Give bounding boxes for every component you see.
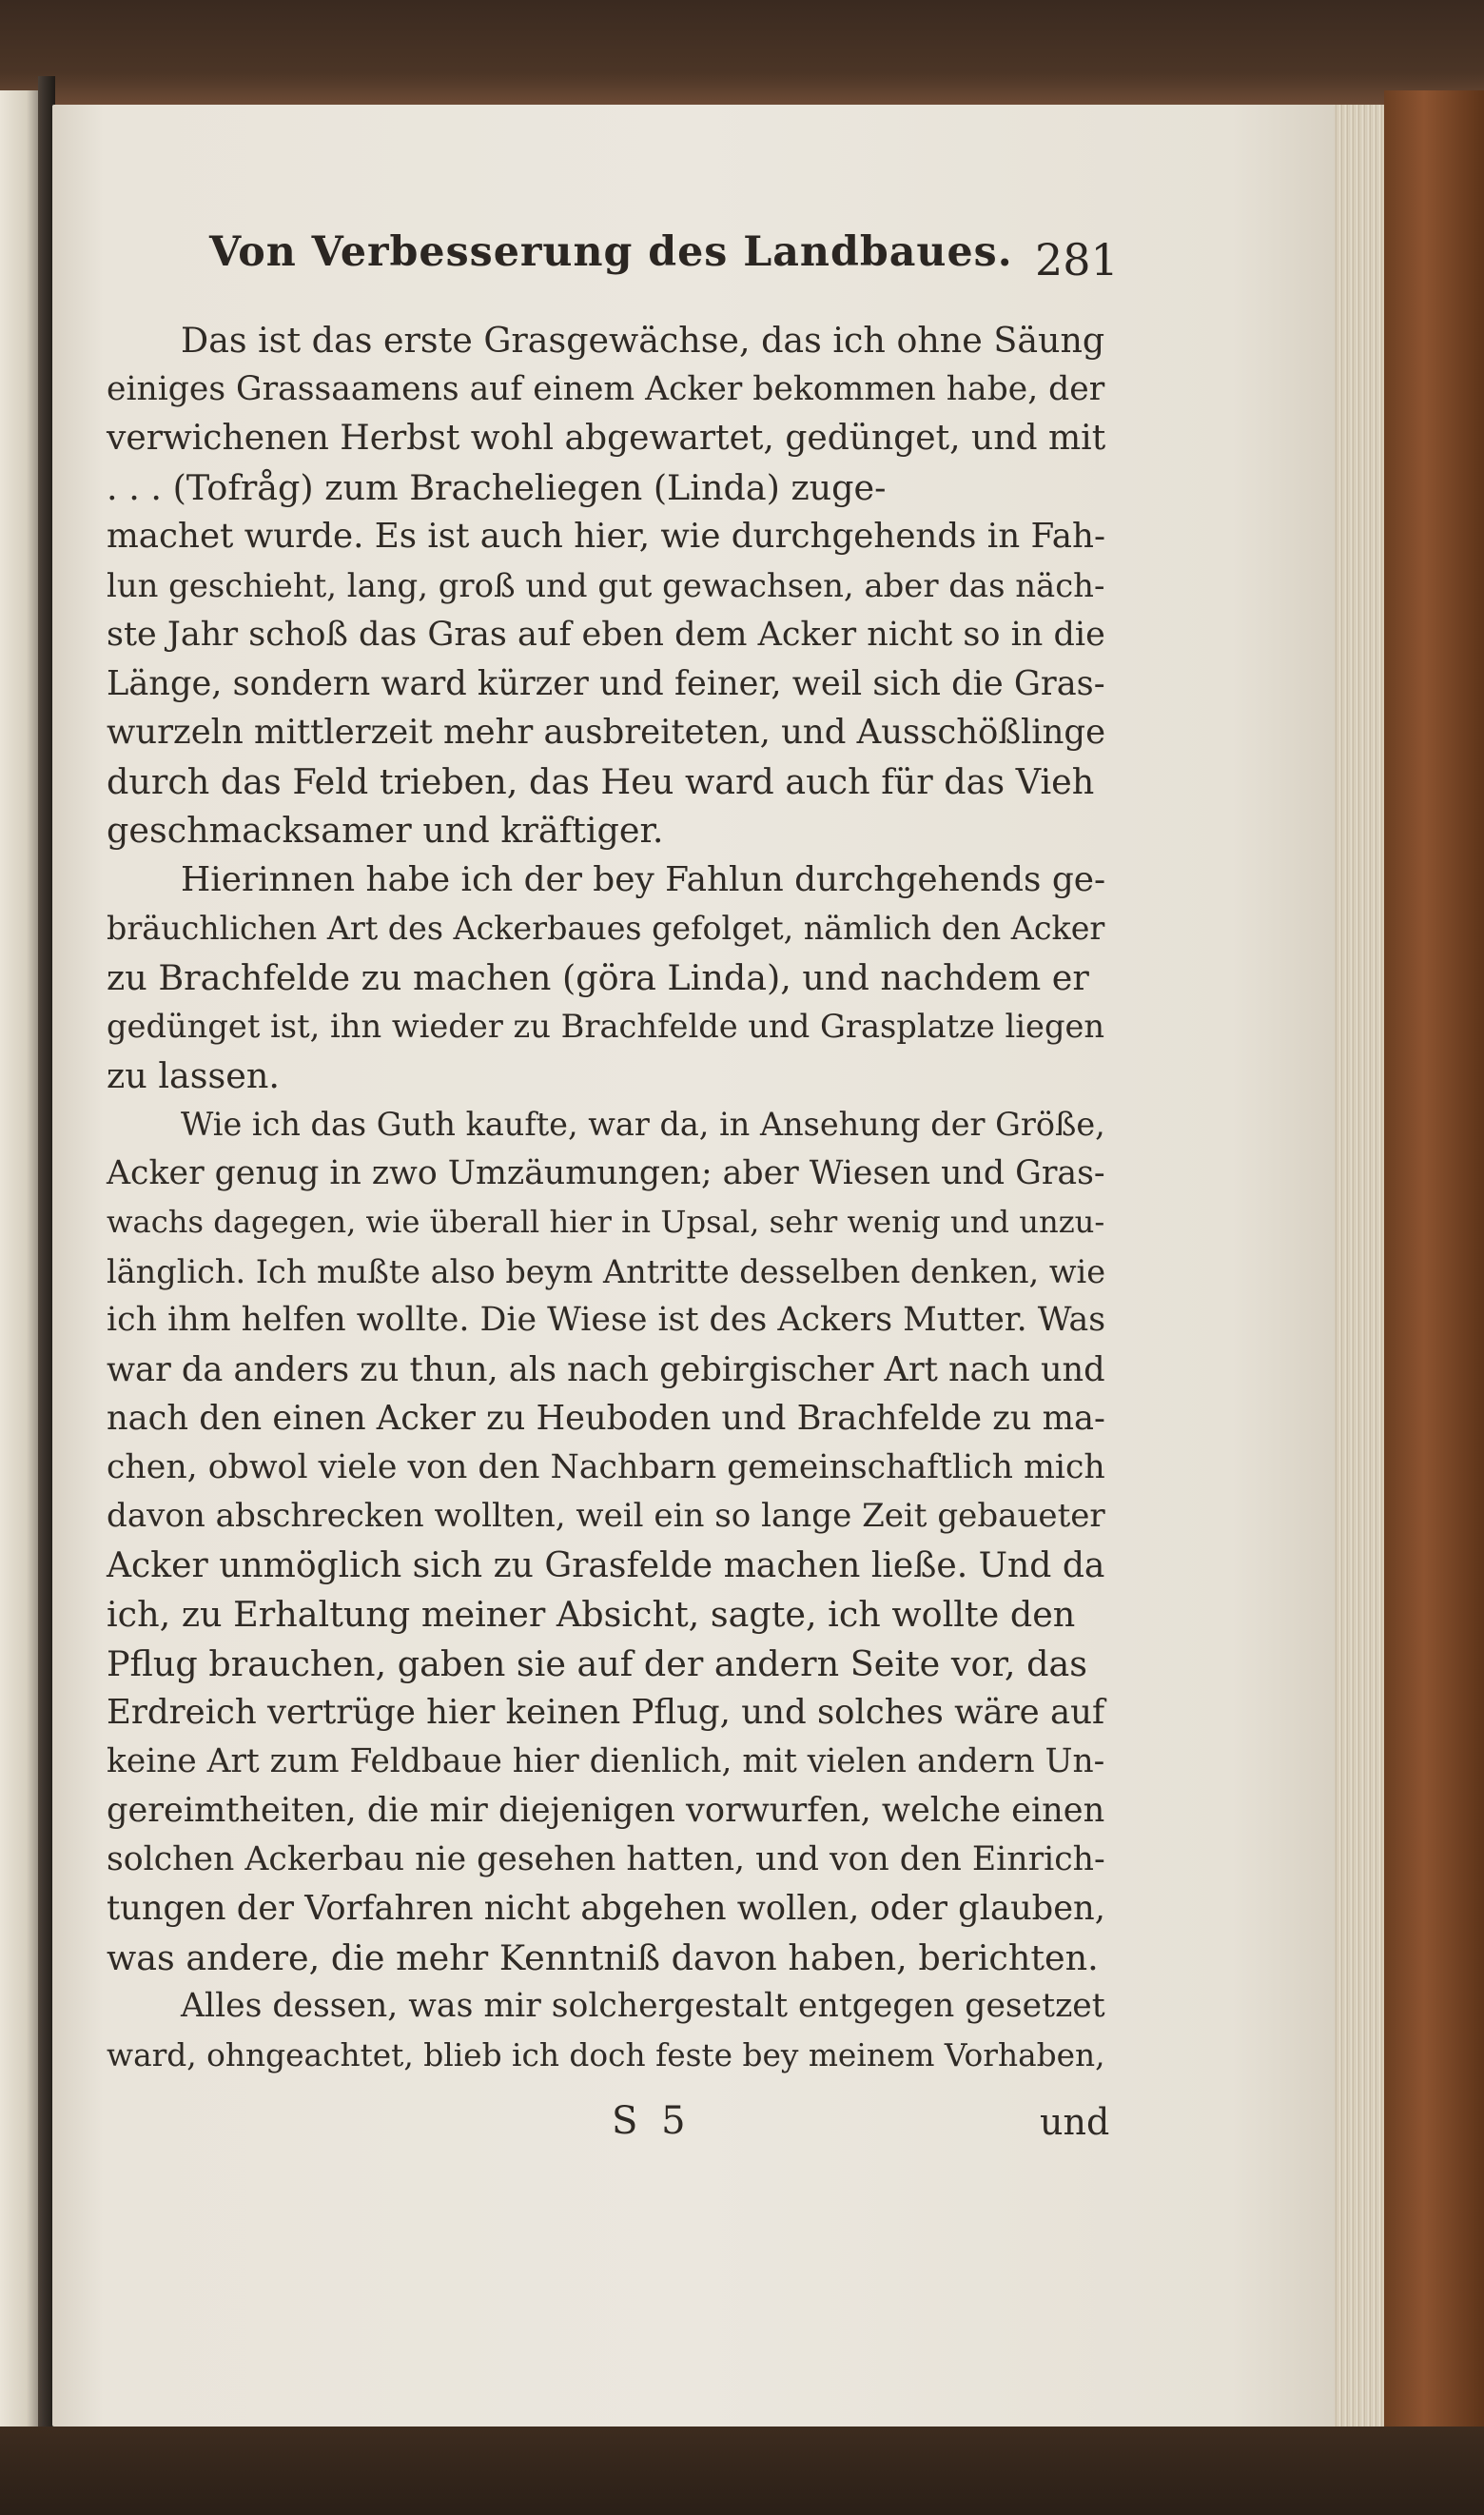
text-line: nach den einen Acker zu Heuboden und Brachfelde zu ma- (107, 1399, 1105, 1438)
cover-bottom-edge (0, 2427, 1484, 2515)
text-line: verwichenen Herbst wohl abgewartet, gedünget, und mit (107, 418, 1106, 458)
text-line: gedünget ist, ihn wieder zu Brachfelde und Grasplatze liegen (107, 1008, 1105, 1045)
text-line: was andere, die mehr Kenntniß davon haben, berichten. (107, 1936, 1099, 1978)
text-line: ich ihm helfen wollte. Die Wiese ist des Ackers Mutter. Was (107, 1301, 1106, 1339)
catchword: und (1040, 2101, 1110, 2143)
text-line: Länge, sondern ward kürzer und feiner, weil sich die Gras- (107, 663, 1105, 703)
page-body (107, 316, 1105, 2080)
text-line: wurzeln mittlerzeit mehr ausbreiteten, und Ausschößlinge (107, 713, 1106, 752)
text-line: Pflug brauchen, gaben sie auf der andern Seite vor, das (107, 1642, 1087, 1684)
cover-top-edge (0, 0, 1484, 105)
text-line: Acker genug in zwo Umzäumungen; aber Wiesen und Gras- (107, 1153, 1105, 1192)
signature-mark: S 5 (612, 2099, 692, 2143)
text-line: ste Jahr schoß das Gras auf eben dem Acker nicht so in die (107, 615, 1105, 654)
text-line: keine Art zum Feldbaue hier dienlich, mit vielen andern Un- (107, 1741, 1105, 1780)
text-line: tungen der Vorfahren nicht abgehen wollen, oder glauben, (107, 1889, 1105, 1928)
page-number: 281 (1035, 234, 1119, 285)
text-line: gereimtheiten, die mir diejenigen vorwurfen, welche einen (107, 1791, 1105, 1830)
text-line: Alles dessen, was mir solchergestalt entgegen gesetzet (181, 1987, 1105, 2025)
text-line: lun geschieht, lang, groß und gut gewachsen, aber das näch- (107, 566, 1105, 604)
text-line: . . . (Tofråg) zum Bracheliegen (Linda) zuge- (107, 466, 887, 508)
text-line: einiges Grassaamens auf einem Acker bekommen habe, der (107, 369, 1105, 408)
text-line: solchen Ackerbau nie gesehen hatten, und von den Einrich- (107, 1839, 1105, 1878)
text-line: ward, ohngeachtet, blieb ich doch feste bey meinem Vorhaben, (107, 2036, 1105, 2073)
running-title: Von Verbesserung des Landbaues. (209, 228, 1013, 276)
text-line: zu lassen. (107, 1054, 280, 1096)
text-line: ich, zu Erhaltung meiner Absicht, sagte, ich wollte den (107, 1594, 1076, 1635)
text-line: Hierinnen habe ich der bey Fahlun durchgehends ge- (181, 859, 1106, 899)
text-line: Wie ich das Guth kaufte, war da, in Ansehung der Größe, (181, 1106, 1105, 1143)
text-line: chen, obwol viele von den Nachbarn gemeinschaftlich mich (107, 1447, 1105, 1486)
text-line: Acker unmöglich sich zu Grasfelde machen ließe. Und da (107, 1544, 1105, 1585)
previous-page-edge (0, 90, 38, 2431)
text-line: davon abschrecken wollten, weil ein so lange Zeit gebaueter (107, 1497, 1105, 1535)
leather-cover (1384, 90, 1484, 2450)
text-line: machet wurde. Es ist auch hier, wie durchgehends in Fah- (107, 517, 1106, 556)
text-line: geschmacksamer und kräftiger. (107, 810, 664, 851)
text-line: wachs dagegen, wie überall hier in Upsal, sehr wenig und unzu- (107, 1204, 1105, 1240)
text-line: bräuchlichen Art des Ackerbaues gefolget, nämlich den Acker (107, 910, 1105, 947)
text-line: länglich. Ich mußte also beym Antritte desselben denken, wie (107, 1252, 1106, 1290)
text-line: Das ist das erste Grasgewächse, das ich ohne Säung (181, 320, 1105, 361)
text-line: Erdreich vertrüge hier keinen Pflug, und solches wäre auf (107, 1693, 1105, 1732)
text-line: zu Brachfelde zu machen (göra Linda), und nachdem er (107, 956, 1089, 998)
text-line: durch das Feld trieben, das Heu ward auch für das Vieh (107, 760, 1095, 802)
page-edges-stack (1327, 105, 1384, 2427)
text-line: war da anders zu thun, als nach gebirgischer Art nach und (107, 1349, 1105, 1389)
